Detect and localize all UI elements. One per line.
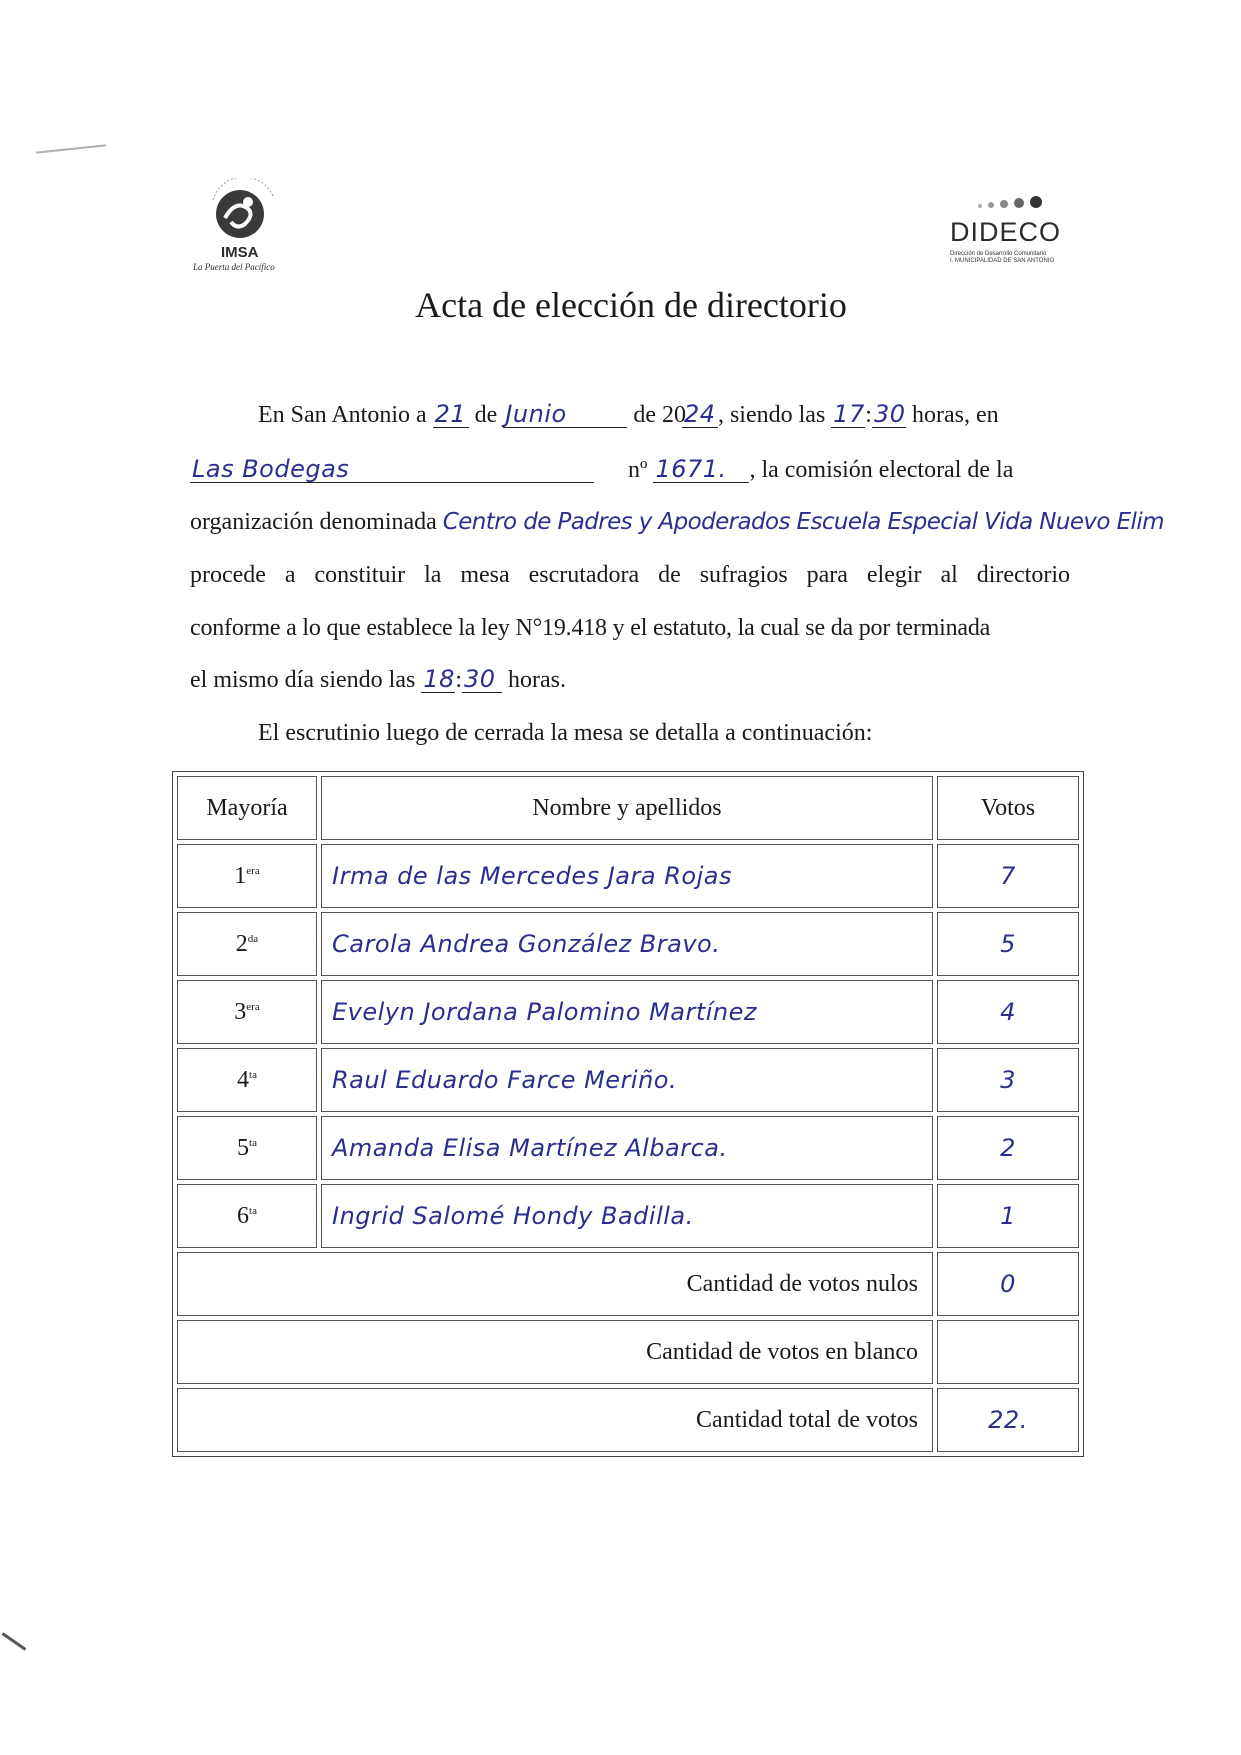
scan-speck [36,144,106,153]
dideco-logo [948,195,1068,270]
street-number-field[interactable]: 1671. [653,456,749,483]
imsa-emblem-icon [185,178,315,248]
text-comision-electoral: , la comisión electoral de la [749,457,1014,483]
candidate-name-cell[interactable]: Amanda Elisa Martínez Albarca. [321,1116,933,1180]
end-hour-field[interactable]: 18 [423,665,455,693]
text-de-20: de 20 [633,402,686,428]
paragraph-line-5: conforme a lo que establece la ley N°19.418 y el estatuto, la cual se da por terminada [190,615,991,641]
table-row [177,1116,1079,1180]
total-votes-label: Cantidad total de votos [177,1388,933,1452]
rank-cell: $3^{era}$ [177,980,317,1044]
paragraph-line-1: En San Antonio a 21 de Junio de 2024 , siendo las 17:30 horas, en [258,400,999,428]
day-field[interactable]: 21 [433,401,469,428]
text-numero: nº [628,457,648,483]
results-table [172,771,1084,1457]
organization-name-field[interactable]: Centro de Padres y Apoderados Escuela Especial Vida Nuevo Elim [442,509,1164,535]
paragraph-line-3 [190,507,1164,537]
rank-cell: $5^{ta}$ [177,1116,317,1180]
table-header-row [177,776,1079,840]
table-row [177,912,1079,976]
total-votes-row [177,1388,1079,1452]
rank-cell: $2^{da}$ [177,912,317,976]
candidate-name-cell[interactable]: Evelyn Jordana Palomino Martínez [321,980,933,1044]
text-siendo-las: , siendo las [717,402,826,428]
text-en-san-antonio: En San Antonio a [258,402,427,428]
table-row [177,844,1079,908]
header-rank: Mayoría [177,776,317,840]
total-votes-cell[interactable]: 22. [937,1388,1079,1452]
paragraph-line-6: el mismo día siendo las 18:30 horas. [190,665,566,693]
start-hour-field[interactable]: 17 [833,400,865,428]
header-name: Nombre y apellidos [321,776,933,840]
blank-votes-cell[interactable] [937,1320,1079,1384]
dideco-name: DIDECO [950,217,1062,247]
null-votes-row [177,1252,1079,1316]
text-de: de [474,402,498,428]
text-mismo-dia: el mismo día siendo las [190,667,416,693]
imsa-logo [185,178,315,278]
dideco-subtitle: Dirección de Desarrollo Comunitario [950,251,1047,257]
text-horas: horas. [507,667,566,693]
votes-cell[interactable]: 5 [937,912,1079,976]
table-row [177,980,1079,1044]
scan-edge-mark [2,1632,27,1651]
rank-cell: $6^{ta}$ [177,1184,317,1248]
votes-cell[interactable]: 7 [937,844,1079,908]
candidate-name-cell[interactable]: Raul Eduardo Farce Meriño. [321,1048,933,1112]
paragraph-line-4: procede a constituir la mesa escrutadora de sufragios para elegir al directorio [190,562,1070,588]
rank-cell: $1^{era}$ [177,844,317,908]
votes-cell[interactable]: 4 [937,980,1079,1044]
street-field[interactable]: Las Bodegas [190,456,594,483]
votes-cell[interactable]: 1 [937,1184,1079,1248]
year-field[interactable]: 24 [682,401,718,428]
text-organizacion-denominada: organización denominada [190,509,437,535]
null-votes-label: Cantidad de votos nulos [177,1252,933,1316]
table-row [177,1048,1079,1112]
start-minute-field[interactable]: 30 [873,400,906,428]
end-minute-field[interactable]: 30 [462,666,502,693]
rank-cell: $4^{ta}$ [177,1048,317,1112]
candidate-name-cell[interactable]: Irma de las Mercedes Jara Rojas [321,844,933,908]
blank-votes-label: Cantidad de votos en blanco [177,1320,933,1384]
document-title: Acta de elección de directorio [415,285,847,325]
dideco-dots-icon [978,195,1044,213]
dideco-municipality: I. MUNICIPALIDAD DE SAN ANTONIO [950,258,1055,264]
paragraph-line-2 [190,455,1070,485]
header-votes: Votos [937,776,1079,840]
null-votes-cell[interactable]: 0 [937,1252,1079,1316]
candidate-name-cell[interactable]: Carola Andrea González Bravo. [321,912,933,976]
votes-cell[interactable]: 2 [937,1116,1079,1180]
imsa-tagline: La Puerta del Pacífico [193,262,275,272]
candidate-name-cell[interactable]: Ingrid Salomé Hondy Badilla. [321,1184,933,1248]
month-field[interactable]: Junio [503,401,627,428]
table-row [177,1184,1079,1248]
votes-cell[interactable]: 3 [937,1048,1079,1112]
paragraph-line-7: El escrutinio luego de cerrada la mesa se detalla a continuación: [258,720,873,746]
text-horas-en: horas, en [911,402,999,428]
blank-votes-row [177,1320,1079,1384]
imsa-name: IMSA [221,244,259,261]
